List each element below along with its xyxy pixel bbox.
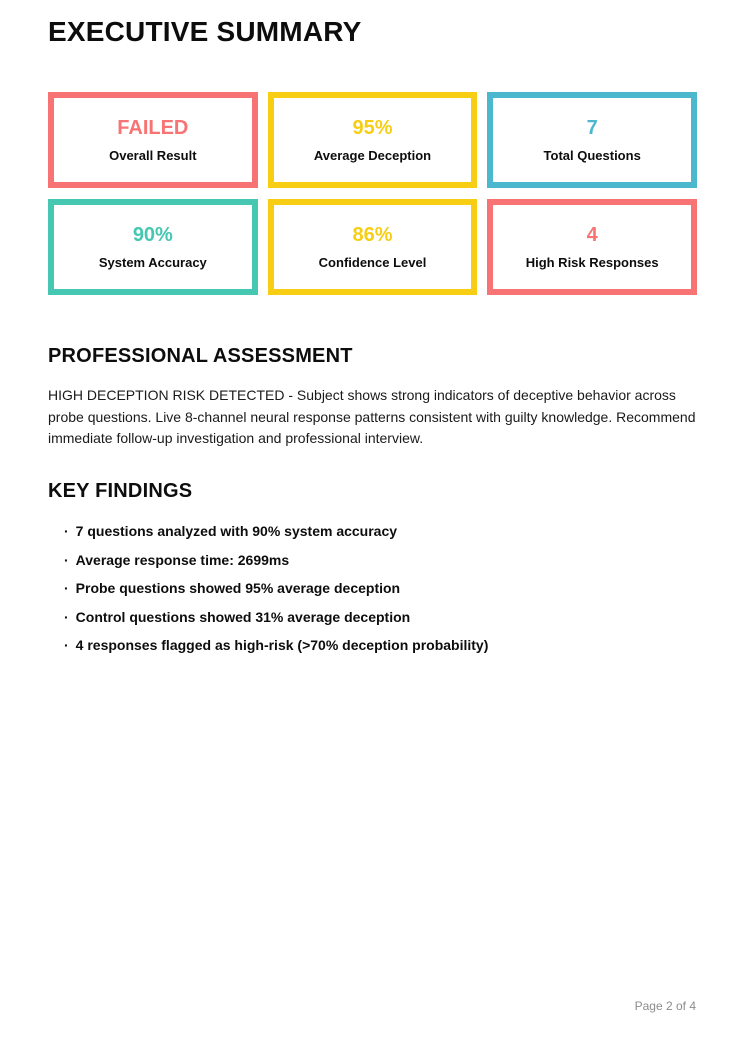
high-risk-responses-label: High Risk Responses [525,255,659,270]
system-accuracy-value: 90% [132,224,173,246]
page-title: EXECUTIVE SUMMARY [48,16,362,47]
stat-card-average-deception [268,92,478,188]
system-accuracy-label: System Accuracy [98,255,207,270]
stat-card-system-accuracy [48,199,258,295]
overall-result-label: Overall Result [109,148,197,163]
average-deception-label: Average Deception [313,148,432,163]
key-findings-heading: KEY FINDINGS [48,480,193,503]
stat-card-grid [48,92,697,295]
bullet-icon: · [64,637,69,653]
overall-result-value: FAILED [117,117,189,139]
professional-assessment-text: HIGH DECEPTION RISK DETECTED - Subject shows strong indicators of deceptive behavior across probe questions. Live 8-channel neural response patterns consistent with guilty knowledge. Recommend immediate follow-up investigation and professional interview. [48,387,696,447]
page-number: Page 2 of 4 [634,999,696,1013]
confidence-level-value: 86% [352,224,393,246]
total-questions-label: Total Questions [543,148,641,163]
key-findings-list [48,523,697,654]
average-deception-value: 95% [352,117,393,139]
key-finding-text: 7 questions analyzed with 90% system accuracy [75,523,398,540]
key-finding-item [64,609,697,626]
stat-card-total-questions [487,92,697,188]
key-finding-item [64,552,697,569]
key-finding-text: Probe questions showed 95% average deception [75,580,401,597]
key-finding-text: Control questions showed 31% average deception [75,608,411,625]
bullet-icon: · [64,608,69,625]
stat-card-confidence-level [268,199,478,295]
key-finding-item [64,580,697,597]
professional-assessment-heading: PROFESSIONAL ASSESSMENT [48,345,353,367]
confidence-level-label: Confidence Level [318,255,427,270]
key-finding-item [64,637,697,654]
key-finding-text: 4 responses flagged as high-risk (>70% deception probability) [75,637,489,653]
stat-card-overall-result [48,92,258,188]
bullet-icon: · [64,523,69,540]
high-risk-responses-value: 4 [586,224,598,246]
bullet-icon: · [64,551,69,568]
bullet-icon: · [64,580,69,597]
key-finding-text: Average response time: 2699ms [75,551,290,568]
stat-card-high-risk-responses [487,199,697,295]
key-finding-item [64,523,697,540]
total-questions-value: 7 [586,117,598,139]
